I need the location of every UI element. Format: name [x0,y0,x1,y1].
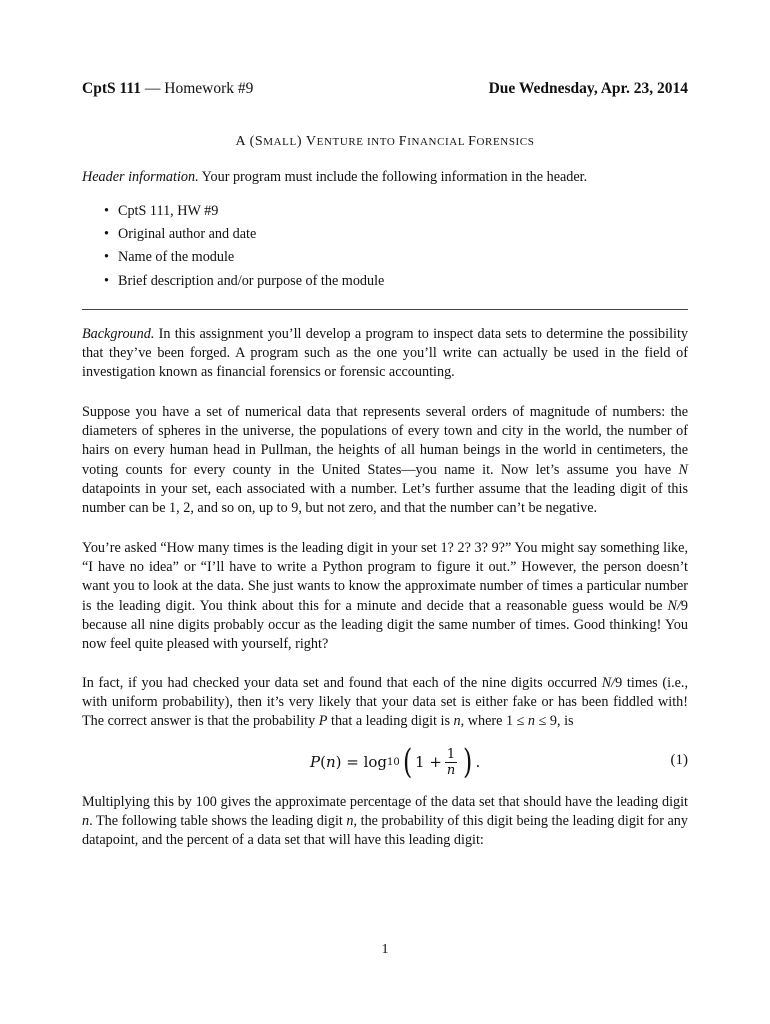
document-header [82,80,688,104]
paragraph-text: datapoints in your set, each associated with a number. Let’s further assume that the leading digit of this number can be 1, 2, and so on, up to 9, but not zero, and that the number can’t be negative. [82,480,688,517]
suppose-paragraph [82,403,688,518]
list-item [104,270,664,293]
paragraph-text: 9 because all nine digits probably occur as the leading digit the same number of times. Good thinking! You now feel quite pleased with yourself, right? [82,597,688,653]
header-info-label: Header information. [82,169,199,185]
section-divider [82,309,688,310]
list-item-text: Name of the module [118,249,235,266]
math-symbol: n [527,713,536,730]
math-symbol: n [453,713,461,730]
bullet-icon: • [104,249,109,266]
list-item [104,246,664,269]
math-symbol: N/ [667,597,681,614]
right-paren: ) [463,742,473,782]
paragraph-text: In fact, if you had checked your data set and found that each of the nine digits occurred [82,675,602,691]
header-info-text: Your program must include the following information in the header. [198,169,588,185]
fact-paragraph [82,674,688,732]
paragraph-text: Multiplying this by 100 gives the approximate percentage of the data set that should have the leading digit [82,794,688,810]
paragraph-text: , where 1 ≤ [460,713,528,730]
paragraph-text: that a leading digit is [327,713,454,730]
list-item-text: Brief description and/or purpose of the module [118,272,385,289]
bullet-icon: • [104,203,109,219]
paragraph-text: You’re asked “How many times is the leading digit in your set 1? 2? 3? 9?” You might say something like, “I have no idea” or “I’ll have to write a Python program to figure it out.” However, the person doesn’t want you to look at the data. She just wants to know the approximate number of times a particular number is the leading digit. You think about this for a minute and decide that a reasonable guess would be [82,540,688,614]
title-part: MALL [263,136,297,148]
header-info-paragraph [82,168,688,187]
header-requirements-list [104,200,664,293]
math-symbol: N/ [601,675,616,691]
background-label: Background. [82,326,155,342]
equation-number: (1) [670,752,688,768]
title-part: F [398,134,408,149]
multiply-paragraph [82,793,688,851]
benford-equation [82,740,688,784]
due-date: Due Wednesday, Apr. 23, 2014 [488,80,688,97]
fraction [445,747,457,778]
course-code: CptS 111 [82,80,142,97]
fraction-numerator: 1 [446,746,456,762]
equation-period: . [475,753,481,771]
math-symbol: n [346,813,354,830]
equation-body [310,740,480,784]
fraction-denominator: n [446,762,456,778]
title-part: A ( [235,134,255,149]
title-part: ENTURE INTO [316,136,399,148]
paragraph-text: Suppose you have a set of numerical data that represents several orders of magnitude of numbers: the diameters of spheres in the universe, the populations of every town and city in the world, the number of hairs on every human head in Pullman, the heights of all human beings in the world in centimeters, the voting counts for every county in the United States—you name it. Now let’s assume you have [82,404,688,478]
equation-function: P [310,753,321,771]
paragraph-text: 9 times (i.e., with uniform probability), then it’s very likely that your data set is either fake or has been fiddled with! The correct answer is that the probability [82,675,689,730]
list-item [104,200,664,223]
equation-log: ) = log [335,753,388,771]
equation-paren: ( [320,753,326,771]
paragraph-text: , the probability of this digit being the leading digit for any datapoint, and the percent of a data set that will have this leading digit: [82,813,688,849]
title-part: ORENSICS [476,136,535,148]
title-part: ) V [296,134,317,149]
math-symbol: P [318,713,328,730]
title-part: INANCIAL [407,136,469,148]
math-symbol: N [678,461,688,478]
math-symbol: n [82,813,90,830]
list-item [104,223,664,246]
title-part: S [254,134,264,149]
equation-term: 1 + [415,753,442,771]
log-base: 10 [387,756,400,768]
document-title [0,134,770,150]
background-paragraph [82,325,688,383]
left-paren: ( [402,742,413,782]
background-text: In this assignment you’ll develop a program to inspect data sets to determine the possibility that they’ve been forged. A program such as the one you’ll write can actually be used in the field of investigation known as financial forensics or forensic accounting. [82,326,688,381]
homework-label: — Homework #9 [141,80,254,97]
page-number: 1 [381,942,389,957]
paragraph-text: ≤ 9, is [535,713,574,730]
list-item-text: CptS 111, HW #9 [118,203,219,219]
bullet-icon: • [104,226,109,243]
bullet-icon: • [104,272,109,289]
title-part: F [468,134,477,149]
paragraph-text: . The following table shows the leading digit [89,813,347,830]
list-item-text: Original author and date [118,226,257,243]
asked-paragraph [82,539,688,654]
course-heading [82,80,253,98]
equation-variable: n [325,753,336,771]
